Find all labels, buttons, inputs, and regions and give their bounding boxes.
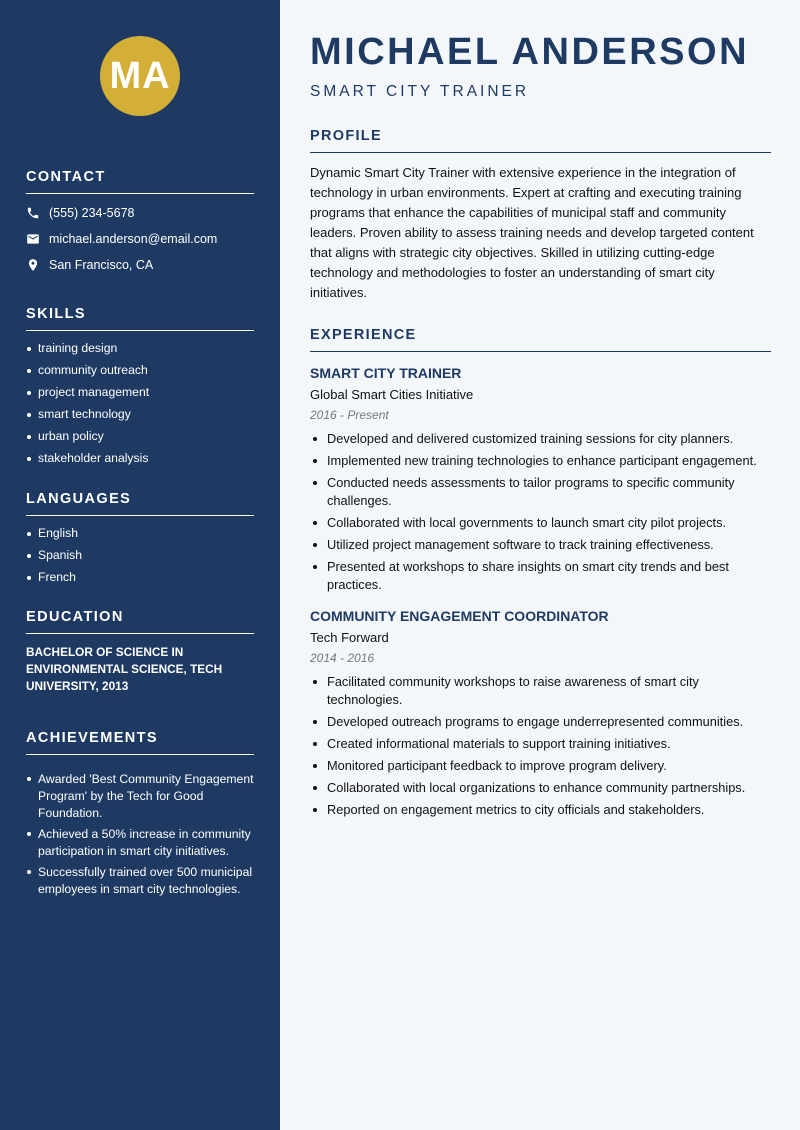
achievements-section — [26, 730, 254, 898]
profile-heading: PROFILE — [310, 128, 771, 153]
location-pin-icon — [26, 258, 40, 272]
list-item: French — [26, 570, 254, 585]
main-content — [280, 0, 800, 1130]
job-title-header: SMART CITY TRAINER — [310, 83, 530, 100]
sidebar — [0, 0, 280, 1130]
skills-list — [26, 341, 254, 466]
list-item: Awarded 'Best Community Engagement Program' by the Tech for Good Foundation. — [26, 771, 254, 822]
list-item: smart technology — [26, 407, 254, 422]
education-entry: BACHELOR OF SCIENCE IN ENVIRONMENTAL SCIENCE, TECH UNIVERSITY, 2013 — [26, 645, 223, 693]
job-bullets — [310, 673, 771, 819]
languages-list — [26, 526, 254, 585]
list-item: training design — [26, 341, 254, 356]
job-entry — [310, 608, 771, 819]
company-name: Tech Forward — [310, 630, 389, 645]
job-entry — [310, 365, 771, 594]
experience-section — [310, 327, 771, 819]
phone-text: (555) 234-5678 — [49, 206, 135, 220]
list-item: Collaborated with local organizations to enhance community partnerships. — [310, 779, 771, 797]
contact-email — [26, 232, 254, 246]
languages-heading: LANGUAGES — [26, 491, 254, 516]
skills-heading: SKILLS — [26, 306, 254, 331]
list-item: project management — [26, 385, 254, 400]
list-item: Developed and delivered customized training sessions for city planners. — [310, 430, 771, 448]
list-item: stakeholder analysis — [26, 451, 254, 466]
list-item: Implemented new training technologies to enhance participant engagement. — [310, 452, 771, 470]
list-item: Created informational materials to support training initiatives. — [310, 735, 771, 753]
education-heading: EDUCATION — [26, 609, 254, 634]
achievements-list — [26, 771, 254, 898]
list-item: community outreach — [26, 363, 254, 378]
skills-section — [26, 306, 254, 466]
contact-section — [26, 169, 254, 272]
list-item: urban policy — [26, 429, 254, 444]
email-icon — [26, 232, 40, 246]
email-text: michael.anderson@email.com — [49, 232, 218, 246]
list-item: Monitored participant feedback to improve program delivery. — [310, 757, 771, 775]
list-item: Spanish — [26, 548, 254, 563]
list-item: Conducted needs assessments to tailor programs to specific community challenges. — [310, 474, 771, 510]
list-item: Developed outreach programs to engage underrepresented communities. — [310, 713, 771, 731]
avatar: MA — [100, 36, 180, 116]
list-item: Reported on engagement metrics to city officials and stakeholders. — [310, 801, 771, 819]
profile-section — [310, 128, 771, 303]
list-item: English — [26, 526, 254, 541]
education-section — [26, 609, 254, 695]
list-item: Utilized project management software to track training effectiveness. — [310, 536, 771, 554]
list-item: Successfully trained over 500 municipal employees in smart city technologies. — [26, 864, 254, 898]
languages-section — [26, 491, 254, 585]
location-text: San Francisco, CA — [49, 258, 154, 272]
list-item: Presented at workshops to share insights on smart city trends and best practices. — [310, 558, 771, 594]
profile-text: Dynamic Smart City Trainer with extensive experience in the integration of technology in urban environments. Expert at crafting and executing training programs that enhance the capabilities of municipal staff and community leaders. Proven ability to assess training needs and develop targeted content that aligns with strategic city objectives. Skilled in utilizing cutting-edge technology and methodologies to foster an understanding of smart city initiatives. — [310, 165, 754, 300]
list-item: Collaborated with local governments to launch smart city pilot projects. — [310, 514, 771, 532]
company-name: Global Smart Cities Initiative — [310, 387, 474, 402]
contact-heading: CONTACT — [26, 169, 254, 194]
job-dates: 2014 - 2016 — [310, 651, 375, 665]
list-item: Facilitated community workshops to raise awareness of smart city technologies. — [310, 673, 771, 709]
job-dates: 2016 - Present — [310, 408, 389, 422]
list-item: Achieved a 50% increase in community participation in smart city initiatives. — [26, 826, 254, 860]
phone-icon — [26, 206, 40, 220]
experience-heading: EXPERIENCE — [310, 327, 771, 352]
achievements-heading: ACHIEVEMENTS — [26, 730, 254, 755]
contact-phone — [26, 206, 254, 220]
page-title: MICHAEL ANDERSON — [310, 31, 750, 73]
job-bullets — [310, 430, 771, 594]
contact-location — [26, 258, 254, 272]
job-title: COMMUNITY ENGAGEMENT COORDINATOR — [310, 608, 609, 624]
job-title: SMART CITY TRAINER — [310, 365, 462, 381]
